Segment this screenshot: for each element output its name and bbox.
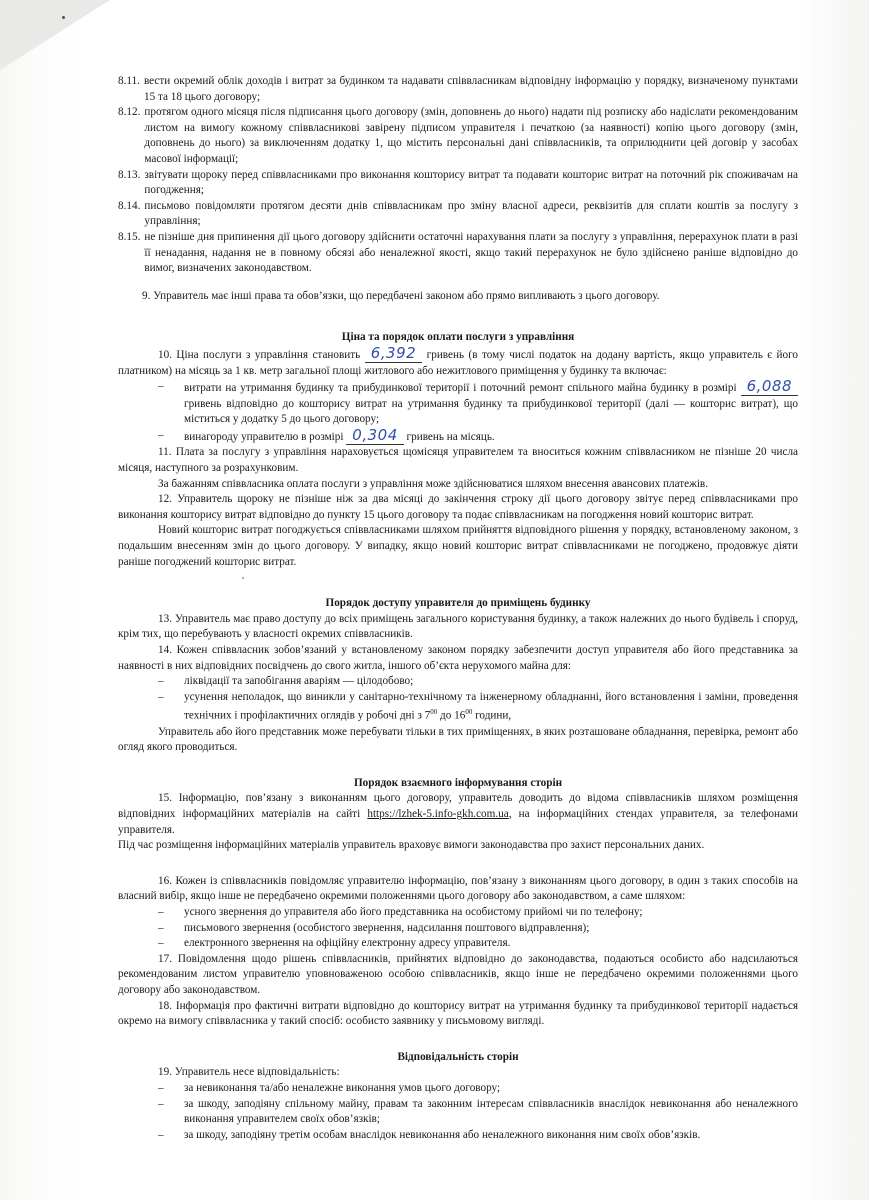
handwritten-fee: 0,304 [346,426,403,445]
paragraph-13: 13. Управитель має право доступу до всіх приміщень загального користування будинку, а також належних до нього будівель і споруд, крім тих, що перебувають у власності окремих співвласників. [118,612,798,641]
document-body [118,74,798,1143]
heading-access: Порядок доступу управителя до приміщень будинку [325,597,591,610]
list-item: 8.12. протягом одного місяця після підписання цього договору (змін, доповнень до нього) надати під розписку або надіслати рекомендованим листом на вимогу кожному співвласникові завірену підписом управителя і печаткою (за наявності) копію цього договору (змін, доповнень до нього) за виключенням додатку 1, що містить персональні дані співвласників, та оприлюднити цей договір у засобах масової інформації; [118,106,798,165]
list-item: 8.14. письмово повідомляти протягом десяти днів співвласникам про зміну власної адреси, реквізитів для сплати коштів за послугу з управління; [118,199,798,228]
list-item: – усного звернення до управителя або його представника на особистому прийомі чи по телефону; [158,906,643,919]
paragraph-18: 18. Інформація про фактичні витрати відповідно до кошторису витрат на утримання будинку та прибудинкової території надається окремо на вимогу співвласника у такий спосіб: особисто заявнику у письмовому вигляді. [118,999,798,1028]
paragraph-12: 12. Управитель щороку не пізніше ніж за два місяці до закінчення строку дії цього договору звітує перед співвласниками про виконання кошторису витрат відповідно до пункту 15 цього договору та подає співвласникам на погодження новий кошторис витрат. [118,493,798,521]
handwritten-price: 6,392 [365,344,422,363]
list-item: – витрати на утримання будинку та прибудинкової території і поточний ремонт спільного майна будинку в розмірі 6,088 гривень відповідно до кошторису витрат на утримання будинку та прибудинкової території (далі — кошторис витрат), що міститься у додатку 5 до цього договору; [158,377,798,426]
handwritten-maintenance-cost: 6,088 [741,377,798,396]
heading-responsibility: Відповідальність сторін [397,1050,519,1063]
paragraph-11: 11. Плата за послугу з управління нараховується щомісяця управителем та вноситься кожним співвласником не пізніше 20 числа місяця, наступного за розрахунковим. [118,446,798,475]
folded-corner [0,0,110,70]
list-item: – за шкоду, заподіяну спільному майну, правам та законним інтересам співвласників внаслідок невиконання або неналежного виконання управителем своїх обов’язків; [158,1097,798,1126]
paragraph-10: 10. Ціна послуги з управління становить 6,392 гривень (в тому числі податок на додану вартість, якщо управитель є його платником) на місяць за 1 кв. метр загальної площі житлового або нежитлового приміщення у будинку та включає: [118,343,799,377]
list-item: – за шкоду, заподіяну третім особам внаслідок невиконання або неналежного виконання ним своїх обов’язків. [158,1128,701,1141]
list-item: – письмового звернення (особистого звернення, надсилання поштового відправлення); [158,921,590,934]
paragraph-16: 16. Кожен із співвласників повідомляє управителю інформацію, пов’язану з виконанням цього договору, в один з таких способів на власний вибір, якщо інше не передбачено окремими положеннями цього договору або законодавством, а саме шляхом: [118,874,798,903]
list-item: 8.13. звітувати щороку перед співвласниками про виконання кошторису витрат та подавати кошторис витрат на поточний рік споживачам на погодження; [118,168,798,197]
list-item: – ліквідації та запобігання аваріям — цілодобово; [158,675,414,688]
website-link[interactable]: https://lzhek-5.info-gkh.com.ua [367,808,509,821]
heading-price: Ціна та порядок оплати послуги з управління [341,331,575,344]
paragraph-15b: Під час розміщення інформаційних матеріалів управитель враховує вимоги законодавства про захист персональних даних. [118,839,705,852]
list-item: 8.15. не пізніше дня припинення дії цього договору здійснити остаточні нарахування плати за послугу з управління, перерахунок плати в разі її ненадання, надання не в повному обсязі або неналежної якості, якщо такий перерахунок не було здійснено раніше відповідно до вимог, визначених законодавством. [118,230,798,275]
list-item: – за невиконання та/або неналежне виконання умов цього договору; [158,1081,501,1094]
paragraph-19: 19. Управитель несе відповідальність: [158,1066,340,1079]
heading-info: Порядок взаємного інформування сторін [353,776,563,789]
paragraph-17: 17. Повідомлення щодо рішень співвласників, прийнятих відповідно до законодавства, подаються особисто або надсилаються рекомендованим листом управителю уповноваженою особою співвласників, якщо інше не передбачено окремими положеннями цього договору або законодавством. [118,952,798,997]
list-item: – винагороду управителю в розмірі 0,304 гривень на місяць. [158,425,495,444]
list-item: – усунення неполадок, що виникли у санітарно-технічному та інженерному обладнанні, його встановлення і заміни, проведення технічних і профілактичних оглядів у робочі дні з $7^{00}$ до $16^{00}$ години, [158,690,798,723]
list-item: 8.11. вести окремий облік доходів і витрат за будинком та надавати співвласникам відповідну інформацію у порядку, визначеному пунктами 15 та 18 цього договору; [118,75,798,103]
paragraph-12b: Новий кошторис витрат погоджується співвласниками шляхом прийняття відповідного рішення у порядку, встановленому законом, з подальшим внесенням змін до цього договору. У випадку, якщо новий кошторис витрат співвласниками не погоджено, продовжує діяти раніше погоджений кошторис витрат. [118,524,798,568]
paragraph-14b: Управитель або його представник може перебувати тільки в тих приміщеннях, в яких розташоване обладнання, перевірка, ремонт або огляд якого проводиться. [118,725,798,754]
paragraph-11b: За бажанням співвласника оплата послуги з управління може здійснюватися шляхом внесення авансових платежів. [158,477,709,490]
paragraph-14: 14. Кожен співвласник зобов’язаний у встановленому законом порядку забезпечити доступ управителя або його представника за наявності в них відповідних посвідчень до свого житла, іншого об’єкта нерухомого майна для: [118,644,798,672]
list-item: – електронного звернення на офіційну електронну адресу управителя. [158,937,511,950]
paragraph-9: 9. Управитель має інші права та обов’язки, що передбачені законом або прямо випливають з цього договору. [142,289,660,302]
scan-speck [62,16,65,19]
paragraph-15: 15. Інформацію, пов’язану з виконанням цього договору, управитель доводить до відома співвласників шляхом розміщення відповідних інформаційних матеріалів на сайті https://lzhek-5.info-gkh.com.ua, на інформаційних стендах управителя, за телефонами управителя. [118,792,798,836]
